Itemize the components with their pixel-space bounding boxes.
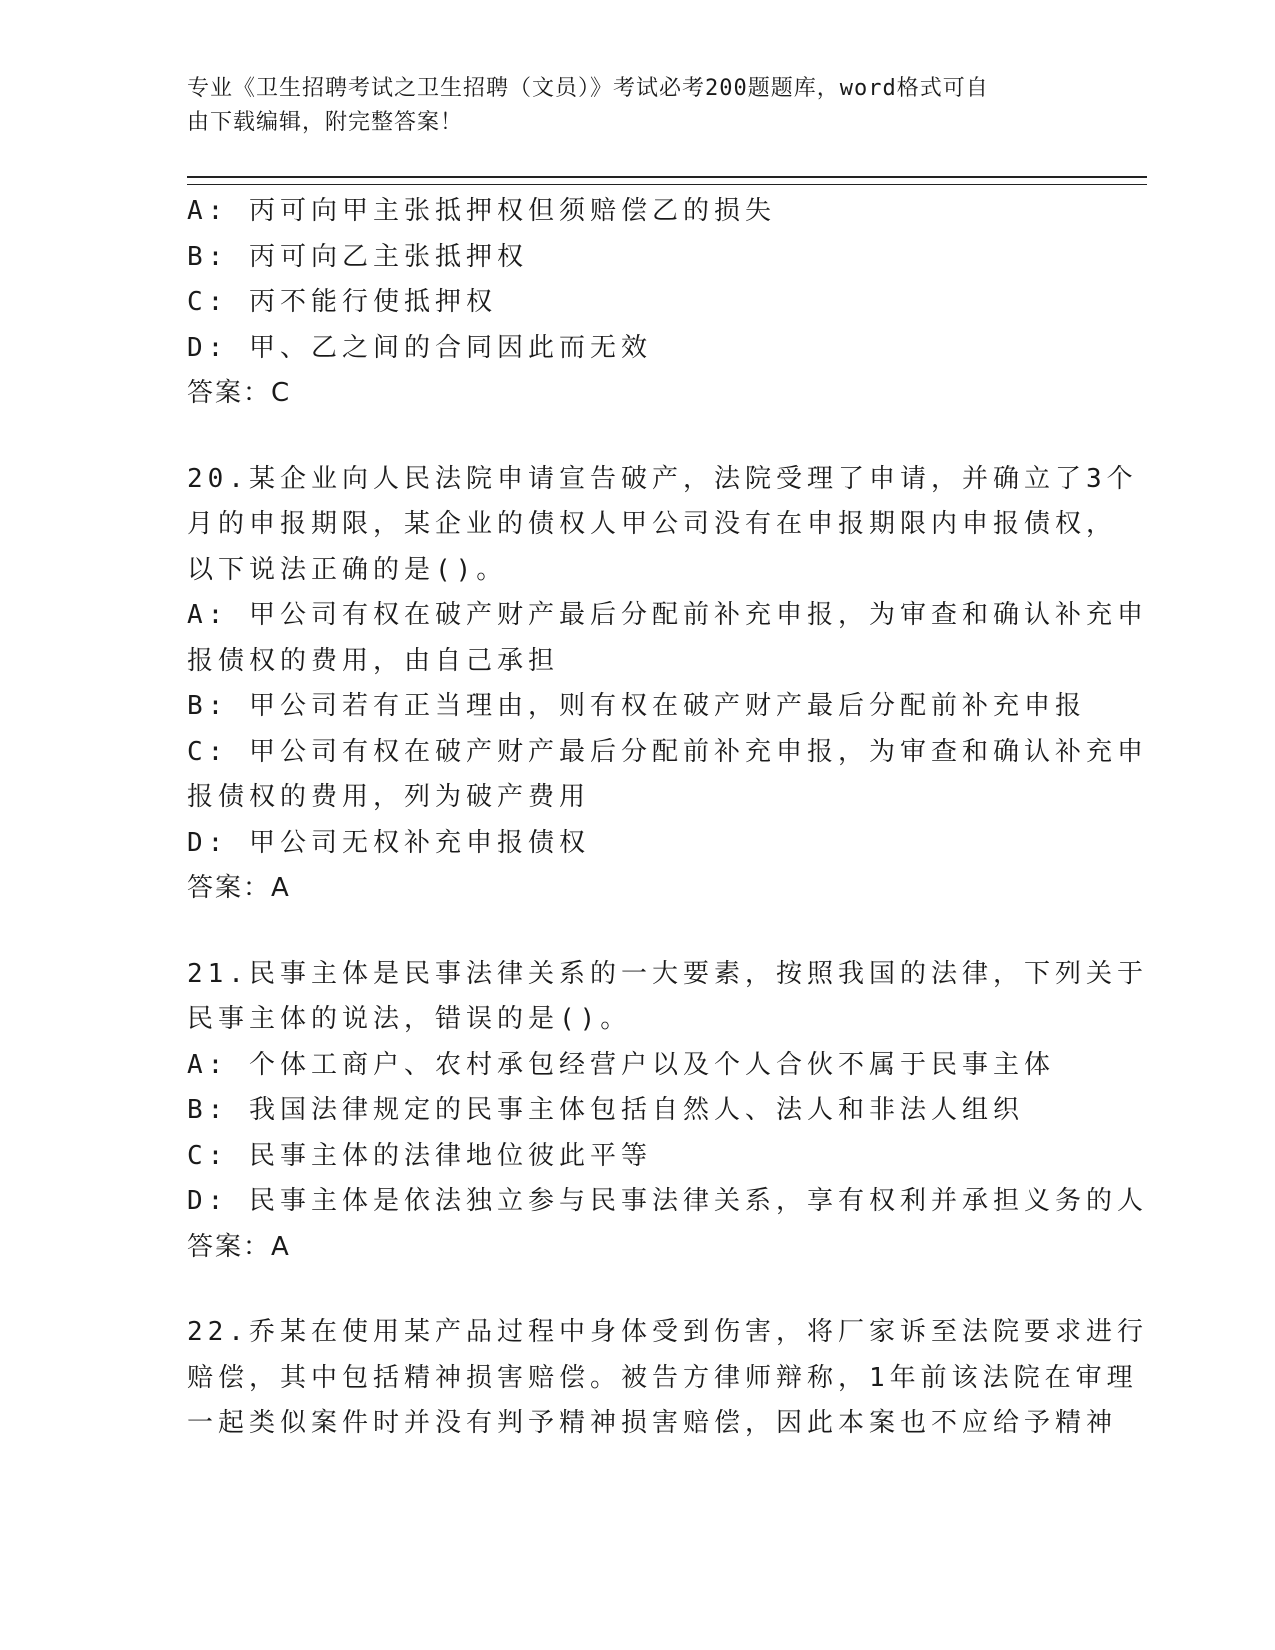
question-stem: 21.民事主体是民事法律关系的一大要素，按照我国的法律，下列关于 — [187, 958, 1148, 989]
header-divider — [187, 176, 1147, 185]
option-c: C: 民事主体的法律地位彼此平等 — [187, 1140, 652, 1171]
option-c: C: 丙不能行使抵押权 — [187, 287, 497, 317]
question-20-block — [187, 457, 1148, 912]
document-header — [187, 72, 1067, 140]
option-b: B: 甲公司若有正当理由，则有权在破产财产最后分配前补充申报 — [187, 691, 1086, 721]
option-b: B: 我国法律规定的民事主体包括自然人、法人和非法人组织 — [187, 1095, 1024, 1125]
question-spacer — [187, 1270, 1087, 1310]
option-d: D: 甲、乙之间的合同因此而无效 — [187, 332, 652, 363]
question-stem: 一起类似案件时并没有判予精神损害赔偿，因此本案也不应给予精神 — [187, 1408, 1118, 1438]
question-stem: 20.某企业向人民法院申请宣告破产，法院受理了申请，并确立了3个 — [187, 463, 1138, 494]
question-stem: 月的申报期限，某企业的债权人甲公司没有在申报期限内申报债权， — [187, 509, 1118, 539]
question-list — [187, 189, 1148, 1447]
option-a: A: 个体工商户、农村承包经营户以及个人合伙不属于民事主体 — [187, 1049, 1055, 1080]
option-c-continued: 报债权的费用，列为破产费用 — [187, 782, 591, 812]
option-b: B: 丙可向乙主张抵押权 — [187, 241, 528, 272]
question-spacer — [187, 912, 1087, 952]
question-22-block — [187, 1310, 1148, 1447]
question-stem: 以下说法正确的是()。 — [187, 554, 508, 585]
answer-line: 答案：A — [187, 873, 291, 903]
answer-line: 答案：C — [187, 378, 292, 408]
option-c: C: 甲公司有权在破产财产最后分配前补充申报，为审查和确认补充申 — [187, 736, 1148, 767]
question-stem: 22.乔某在使用某产品过程中身体受到伤害，将厂家诉至法院要求进行 — [187, 1317, 1148, 1347]
answer-line: 答案：A — [187, 1231, 291, 1262]
question-stem: 赔偿，其中包括精神损害赔偿。被告方律师辩称，1年前该法院在审理 — [187, 1362, 1138, 1393]
option-d: D: 甲公司无权补充申报债权 — [187, 827, 590, 858]
option-d: D: 民事主体是依法独立参与民事法律关系，享有权利并承担义务的人 — [187, 1186, 1148, 1216]
header-title-line-1: 专业《卫生招聘考试之卫生招聘（文员）》考试必考200题题库，word格式可自 — [187, 76, 989, 101]
question-stem: 民事主体的说法，错误的是()。 — [187, 1004, 632, 1034]
question-21-block — [187, 952, 1148, 1271]
question-19-block — [187, 189, 1087, 417]
header-title-line-2: 由下载编辑，附完整答案！ — [187, 110, 464, 135]
option-a: A: 甲公司有权在破产财产最后分配前补充申报，为审查和确认补充申 — [187, 600, 1148, 630]
question-spacer — [187, 417, 1087, 457]
option-a-continued: 报债权的费用，由自己承担 — [187, 645, 560, 676]
option-a: A: 丙可向甲主张抵押权但须赔偿乙的损失 — [187, 196, 776, 226]
